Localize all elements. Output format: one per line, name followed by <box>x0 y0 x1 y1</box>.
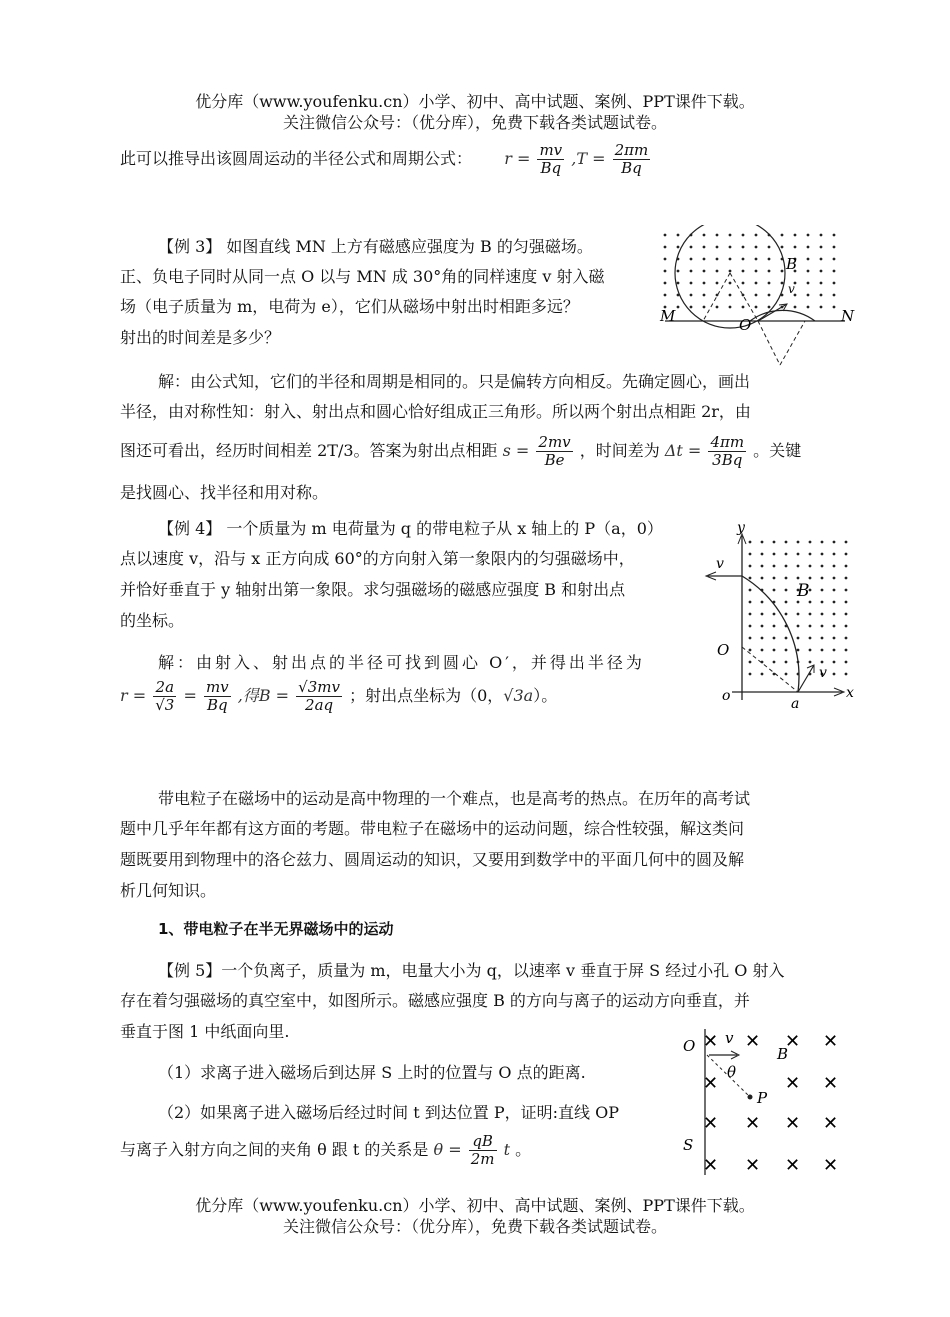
label-B: B <box>786 255 798 273</box>
ex3-line-4: 射出的时间差是多少？ <box>120 328 281 347</box>
ex3-line-2: 正、负电子同时从同一点 O 以与 MN 成 30°角的同样速度 v 射入磁 <box>120 267 605 286</box>
para-line-2: 题中几乎年年都有这方面的考题。带电粒子在磁场中的运动问题，综合性较强，解这类问 <box>120 819 745 838</box>
formula-s-lhs: s = <box>502 441 530 460</box>
ex3-sol-2: 半径，由对称性知：射入、射出点和圆心恰好组成正三角形。所以两个射出点相距 2r，由 <box>120 402 751 421</box>
formula-r-frac: $\frac{mv}{Bq}$ <box>539 141 563 177</box>
field-cross: ✕ <box>745 1031 761 1052</box>
field-cross: ✕ <box>785 1073 801 1094</box>
label-S: S <box>683 1136 694 1154</box>
label-a: a <box>791 696 800 712</box>
formula-r-2a: $\frac{2a}{√3}$ <box>155 678 175 714</box>
ex5-line-2: 存在着匀强磁场的真空室中，如图所示。磁感应强度 B 的方向与离子的运动方向垂直，并 <box>120 991 750 1010</box>
ex3-figure <box>655 225 860 375</box>
formula-dt-lhs: Δt = <box>664 441 702 460</box>
ex5-figure <box>675 1025 855 1180</box>
label-P: P <box>757 1089 768 1107</box>
ex3-line-1: 【例 3】 如图直线 MN 上方有磁感应强度为 B 的匀强磁场。 <box>158 237 593 256</box>
ex4-sol-1: 解：由射入、射出点的半径可找到圆心 O′，并得出半径为 <box>158 653 645 672</box>
footer-line-2: 关注微信公众号：（优分库），免费下载各类试题试卷。 <box>282 1217 667 1236</box>
header-line-2: 关注微信公众号：（优分库），免费下载各类试题试卷。 <box>282 113 667 132</box>
label-B5: B <box>777 1045 789 1063</box>
ex4-line-3: 并恰好垂直于 y 轴射出第一象限。求匀强磁场的磁感应强度 B 和射出点 <box>120 580 626 599</box>
field-cross: ✕ <box>785 1031 801 1052</box>
label-o: o <box>722 688 731 704</box>
section-title: 1、带电粒子在半无界磁场中的运动 <box>158 920 394 938</box>
field-cross: ✕ <box>785 1113 801 1134</box>
ex3-sol-3a: 图还可看出，经历时间相差 2T/3。答案为射出点相距 <box>120 441 498 460</box>
para-line-1: 带电粒子在磁场中的运动是高中物理的一个难点，也是高考的热点。在历年的高考试 <box>158 789 751 808</box>
field-cross: ✕ <box>703 1031 719 1052</box>
intro-text: 此可以推导出该圆周运动的半径公式和周期公式： <box>120 149 473 168</box>
intro-line <box>120 142 652 177</box>
formula-s-frac: $\frac{2mv}{Be}$ <box>538 433 571 469</box>
field-cross: ✕ <box>823 1155 839 1176</box>
ex3-sol-1: 解：由公式知，它们的半径和周期是相同的。只是偏转方向相反。先确定圆心，画出 <box>158 372 751 391</box>
ex5-line-3: 垂直于图 1 中纸面向里. <box>120 1022 290 1041</box>
formula-theta-frac: $\frac{qB}{2m}$ <box>470 1132 495 1168</box>
label-y: y <box>737 520 745 536</box>
field-cross: ✕ <box>703 1073 719 1094</box>
label-x: x <box>846 685 854 701</box>
ex4-line-2: 点以速度 v，沿与 x 正方向成 60°的方向射入第一象限内的匀强磁场中， <box>120 549 635 568</box>
formula-r-lhs: r = <box>504 149 531 168</box>
field-cross: ✕ <box>745 1113 761 1134</box>
ex4-line-1: 【例 4】 一个质量为 m 电荷量为 q 的带电粒子从 x 轴上的 P（a，0） <box>158 519 663 538</box>
ex5-line-1: 【例 5】一个负离子，质量为 m，电量大小为 q，以速率 v 垂直于屏 S 经过小孔 O 射入 <box>158 961 785 980</box>
field-cross: ✕ <box>823 1113 839 1134</box>
formula-dt-frac: $\frac{4\pi m}{3Bq}$ <box>710 433 745 469</box>
label-O-prime: O <box>717 641 730 659</box>
label-v-top: v <box>716 556 724 572</box>
label-theta: θ <box>727 1063 737 1081</box>
field-cross: ✕ <box>745 1155 761 1176</box>
para-line-3: 题既要用到物理中的洛仑兹力、圆周运动的知识，又要用到数学中的平面几何中的圆及解 <box>120 850 745 869</box>
ex3-sol-4: 是找圆心、找半径和用对称。 <box>120 483 329 502</box>
ex5-q3: 与离子入射方向之间的夹角 θ 跟 t 的关系是 θ = $\frac{qB}{2m}$ t 。 <box>120 1132 532 1168</box>
para-line-4: 析几何知识。 <box>120 881 217 900</box>
formula-r-mv: $\frac{mv}{Bq}$ <box>205 678 229 714</box>
label-v-bot: v <box>819 665 827 681</box>
ex3-sol-3 <box>120 434 801 469</box>
formula-B: $\frac{√3mv}{2aq}$ <box>298 678 340 714</box>
header-line-1: 优分库（www.youfenku.cn）小学、初中、高中试题、案例、PPT课件下载。 <box>195 92 755 111</box>
ex4-figure <box>700 520 865 715</box>
ex3-sol-3b: ，时间差为 <box>579 441 660 460</box>
ex3-sol-3c: 。关键 <box>753 441 802 460</box>
ex4-sol-2: r = $\frac{2a}{√3}$ = $\frac{mv}{Bq}$ ,得B = $\frac{√3mv}{2aq}$ ；射出点坐标为（0，√3a）。 <box>120 678 558 714</box>
ex3-line-3: 场（电子质量为 m，电荷为 e），它们从磁场中射出时相距多远？ <box>120 297 579 316</box>
field-cross: ✕ <box>703 1155 719 1176</box>
footer-line-1: 优分库（www.youfenku.cn）小学、初中、高中试题、案例、PPT课件下载。 <box>195 1196 755 1215</box>
field-cross: ✕ <box>823 1031 839 1052</box>
label-v5: v <box>725 1029 734 1047</box>
ex4-line-4: 的坐标。 <box>120 611 185 630</box>
field-cross: ✕ <box>823 1073 839 1094</box>
label-M: M <box>660 307 676 325</box>
formula-t-frac: $\frac{2\pi m}{Bq}$ <box>614 141 649 177</box>
formula-t-lhs: ,T = <box>571 149 606 168</box>
label-v: v <box>788 282 795 296</box>
ex5-q2: （2）如果离子进入磁场后经过时间 t 到达位置 P，证明:直线 OP <box>158 1103 619 1122</box>
field-cross: ✕ <box>703 1113 719 1134</box>
point-P <box>748 1095 753 1100</box>
label-B4: B <box>797 581 810 601</box>
field-cross: ✕ <box>785 1155 801 1176</box>
label-O5: O <box>683 1037 696 1055</box>
label-N: N <box>841 307 855 325</box>
label-O: O <box>739 316 752 334</box>
ex5-q1: （1）求离子进入磁场后到达屏 S 上时的位置与 O 点的距离. <box>158 1063 586 1082</box>
